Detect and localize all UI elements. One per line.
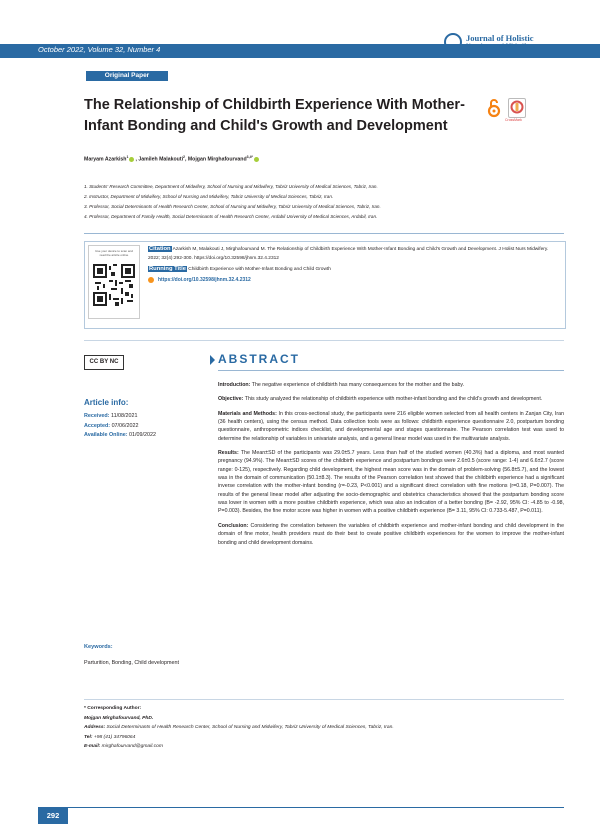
section-label: Materials and Methods: xyxy=(218,410,277,417)
article-type-badge: Original Paper xyxy=(86,71,168,81)
section-text: Considering the correlation between the variables of childbirth experience and mother-infant bonding and child development in the domain of fine motor, health providers must do their best to create positive childbirth experiences for the women to improve the mother-infant bonding and child development domains. xyxy=(218,522,564,546)
tel-label: Tel: xyxy=(84,734,93,740)
abstract-heading: ABSTRACT xyxy=(218,352,300,366)
journal-emblem-icon xyxy=(444,33,462,51)
received-date: 11/08/2021 xyxy=(110,413,138,419)
author-list: Maryam Azarkish$^1$ , Jamileh Malakouti$^2$, Mojgan Mirghafourvand$^{3,4*}$ xyxy=(84,155,260,163)
abstract-conclusion xyxy=(218,522,564,547)
qr-panel xyxy=(88,245,140,319)
qr-code-icon[interactable] xyxy=(93,264,135,306)
abstract-introduction xyxy=(218,381,564,389)
journal-name-line1: Journal of Holistic xyxy=(466,33,534,43)
corresponding-author xyxy=(84,704,564,752)
citation-line xyxy=(148,245,560,263)
keywords-text: Parturition, Bonding, Child development xyxy=(84,660,179,666)
section-text: This study analyzed the relationship of childbirth experience with mother-infant bonding and the child's growth and development. xyxy=(243,396,543,403)
article-title: The Relationship of Childbirth Experience With Mother-Infant Bonding and Child's Growth and Development xyxy=(84,97,465,134)
doi-line xyxy=(148,276,560,285)
divider xyxy=(84,699,564,700)
abstract-methods xyxy=(218,410,564,443)
tel-text: +98 (41) 34796064 xyxy=(92,734,136,740)
author-name: Mojgan Mirghafourvand xyxy=(187,156,247,163)
email-label: E-mail: xyxy=(84,744,101,749)
footer-rule xyxy=(38,807,564,808)
journal-name-line2: Nursing and Midwifery xyxy=(466,43,536,50)
abstract-objective xyxy=(218,395,564,403)
received-label: Received: xyxy=(84,413,110,419)
section-text: In this cross-sectional study, the participants were 216 eligible women selected from all health centers in Zanjan City, Iran (36 health centers), using the census method. Data collection tools were as follows: childbirth experience questionnaire 2.0, postpartum bonding questionnaire, anthropometric indices checklist, and developmental age and stages questionnaire. The Pearson correlation test was used to determine the relationship of variables in univariate analysis, and a general linear model was used in the multivariate analysis. xyxy=(218,410,564,442)
article-info-heading: Article info: xyxy=(84,398,129,407)
corresponding-tel xyxy=(84,733,564,743)
email-text[interactable]: mirghafourvand@gmail.com xyxy=(100,744,163,749)
section-label: Introduction: xyxy=(218,382,251,388)
crossmark-icon[interactable] xyxy=(508,98,526,118)
section-label: Objective: xyxy=(218,396,244,403)
divider xyxy=(84,233,564,234)
address-label: Address: xyxy=(84,725,106,730)
running-title-line xyxy=(148,265,560,274)
section-label: Conclusion: xyxy=(218,522,249,529)
affiliation: 2. Instructor, Department of Midwifery, School of Nursing and Midwifery, Tabriz University of Medical Sciences, Tabriz, Iran. xyxy=(84,194,334,199)
address-text: Social Determinants of Health Research Center, School of Nursing and Midwifery, Tabriz University of Medical Sciences, Tabriz, Iran. xyxy=(105,725,394,730)
author-sup: 3,4* xyxy=(246,155,253,159)
corresponding-heading: * Corresponding Author: xyxy=(84,706,142,711)
accepted-label: Accepted: xyxy=(84,422,111,429)
keywords-heading: Keywords: xyxy=(84,644,113,650)
section-label: Results: xyxy=(218,450,239,457)
citation-label: Citation xyxy=(149,246,171,252)
corresponding-address xyxy=(84,723,564,733)
author-sup: 1 xyxy=(126,155,129,159)
accepted-date: 07/06/2022 xyxy=(111,422,139,429)
online-label: Available Online: xyxy=(84,432,128,438)
corresponding-email xyxy=(84,742,564,752)
section-text: The Mean±SD of the participants was 29.0±5.7 years. Less than half of the studied women (40.3%) had a diploma, and most wanted pregnancy (94.9%). The Mean±SD scores of the childbirth experience and postpartum bondings were 2.6±0.5 (score range: 1-4) and 6.6±2.7 (score range: 0-125), respectively. Regarding child development, the highest mean score was in the domain of problem-solving (56.8±5.7), and the lowest was in the domain of communication (50.1±8.3). The results of the Pearson correlation test showed that the childbirth experience had a significant inverse correlation with the mother-infant bonding (r=-0.23, P<0.001) and a significant direct correlation with fine motions (r=0.18, P=0.007). The results of the general linear model after adjusting the socio-demographic and obstetrics characteristics showed that the postpartum bonding score was lower in women with a more positive childbirth experience, which was also an indication of a better bonding (B= -2.92, 95% CI: -4.85 to -0.98, P=0.003). Besides, the fine motor score was higher in women with a positive childbirth experience (B= 3.11, 95% CI: 0.733-5.487, P=0.011). xyxy=(218,450,564,515)
doi-link[interactable]: https://doi.org/10.32598/jhnm.32.4.2312 xyxy=(158,277,251,283)
citation-block xyxy=(148,245,560,285)
open-access-icon xyxy=(487,98,501,118)
affiliation: 1. Students' Research Committee, Department of Midwifery, School of Nursing and Midwifery, Tabriz University of Medical Sciences, Tabriz, Iran. xyxy=(84,184,378,189)
author-sup: 2 xyxy=(183,155,185,159)
online-date: 01/09/2022 xyxy=(129,432,157,438)
running-title-label: Running Title xyxy=(149,266,186,272)
author-name: Maryam Azarkish xyxy=(84,156,127,163)
journal-logo xyxy=(444,32,594,54)
author-name: Jamileh Malakouti xyxy=(138,156,184,163)
affiliations xyxy=(84,182,564,222)
crossmark-label: CrossMark xyxy=(505,118,522,122)
citation-text: Azarkish M, Malakouti J, Mirghafourvand M. The Relationship of Childbirth Experience With Mother-Infant Bonding and Child's Growth and Development. J Holist Nurs Midwifery. 2022; 32(4):292-300. https://doi.org/10.32598/jhnm.32.4.2312 xyxy=(148,247,549,261)
corresponding-name: Mojgan Mirghafourvand, PhD. xyxy=(84,715,154,721)
orcid-icon[interactable] xyxy=(254,157,259,162)
running-title-text: Childbirth Experience with Mother-Infant Bonding and Child Growth xyxy=(188,267,331,272)
abstract-results xyxy=(218,449,564,516)
section-text: The negative experience of childbirth has many consequences for the mother and the baby. xyxy=(250,382,465,388)
cc-license-icon[interactable]: CC BY NC xyxy=(84,355,124,370)
qr-caption: Use your device to scan and read the article online xyxy=(95,249,133,257)
issue-label: October 2022, Volume 32, Number 4 xyxy=(38,45,161,54)
affiliation: 3. Professor, Social Determinants of Health Research Center, School of Nursing and Midwifery, Tabriz University of Medical Sciences, Tabriz, Iran. xyxy=(84,204,381,209)
divider xyxy=(218,370,564,371)
page-number: 292 xyxy=(38,807,68,824)
article-dates xyxy=(84,412,156,441)
affiliation: 4. Professor, Department of Family Health, Social Determinants of Health Research Center, Ardabil University of Medical Sciences, Ardabil, Iran. xyxy=(84,214,378,219)
abstract-body xyxy=(218,381,564,553)
doi-icon xyxy=(148,277,154,283)
orcid-icon[interactable] xyxy=(129,157,134,162)
divider xyxy=(84,340,564,341)
